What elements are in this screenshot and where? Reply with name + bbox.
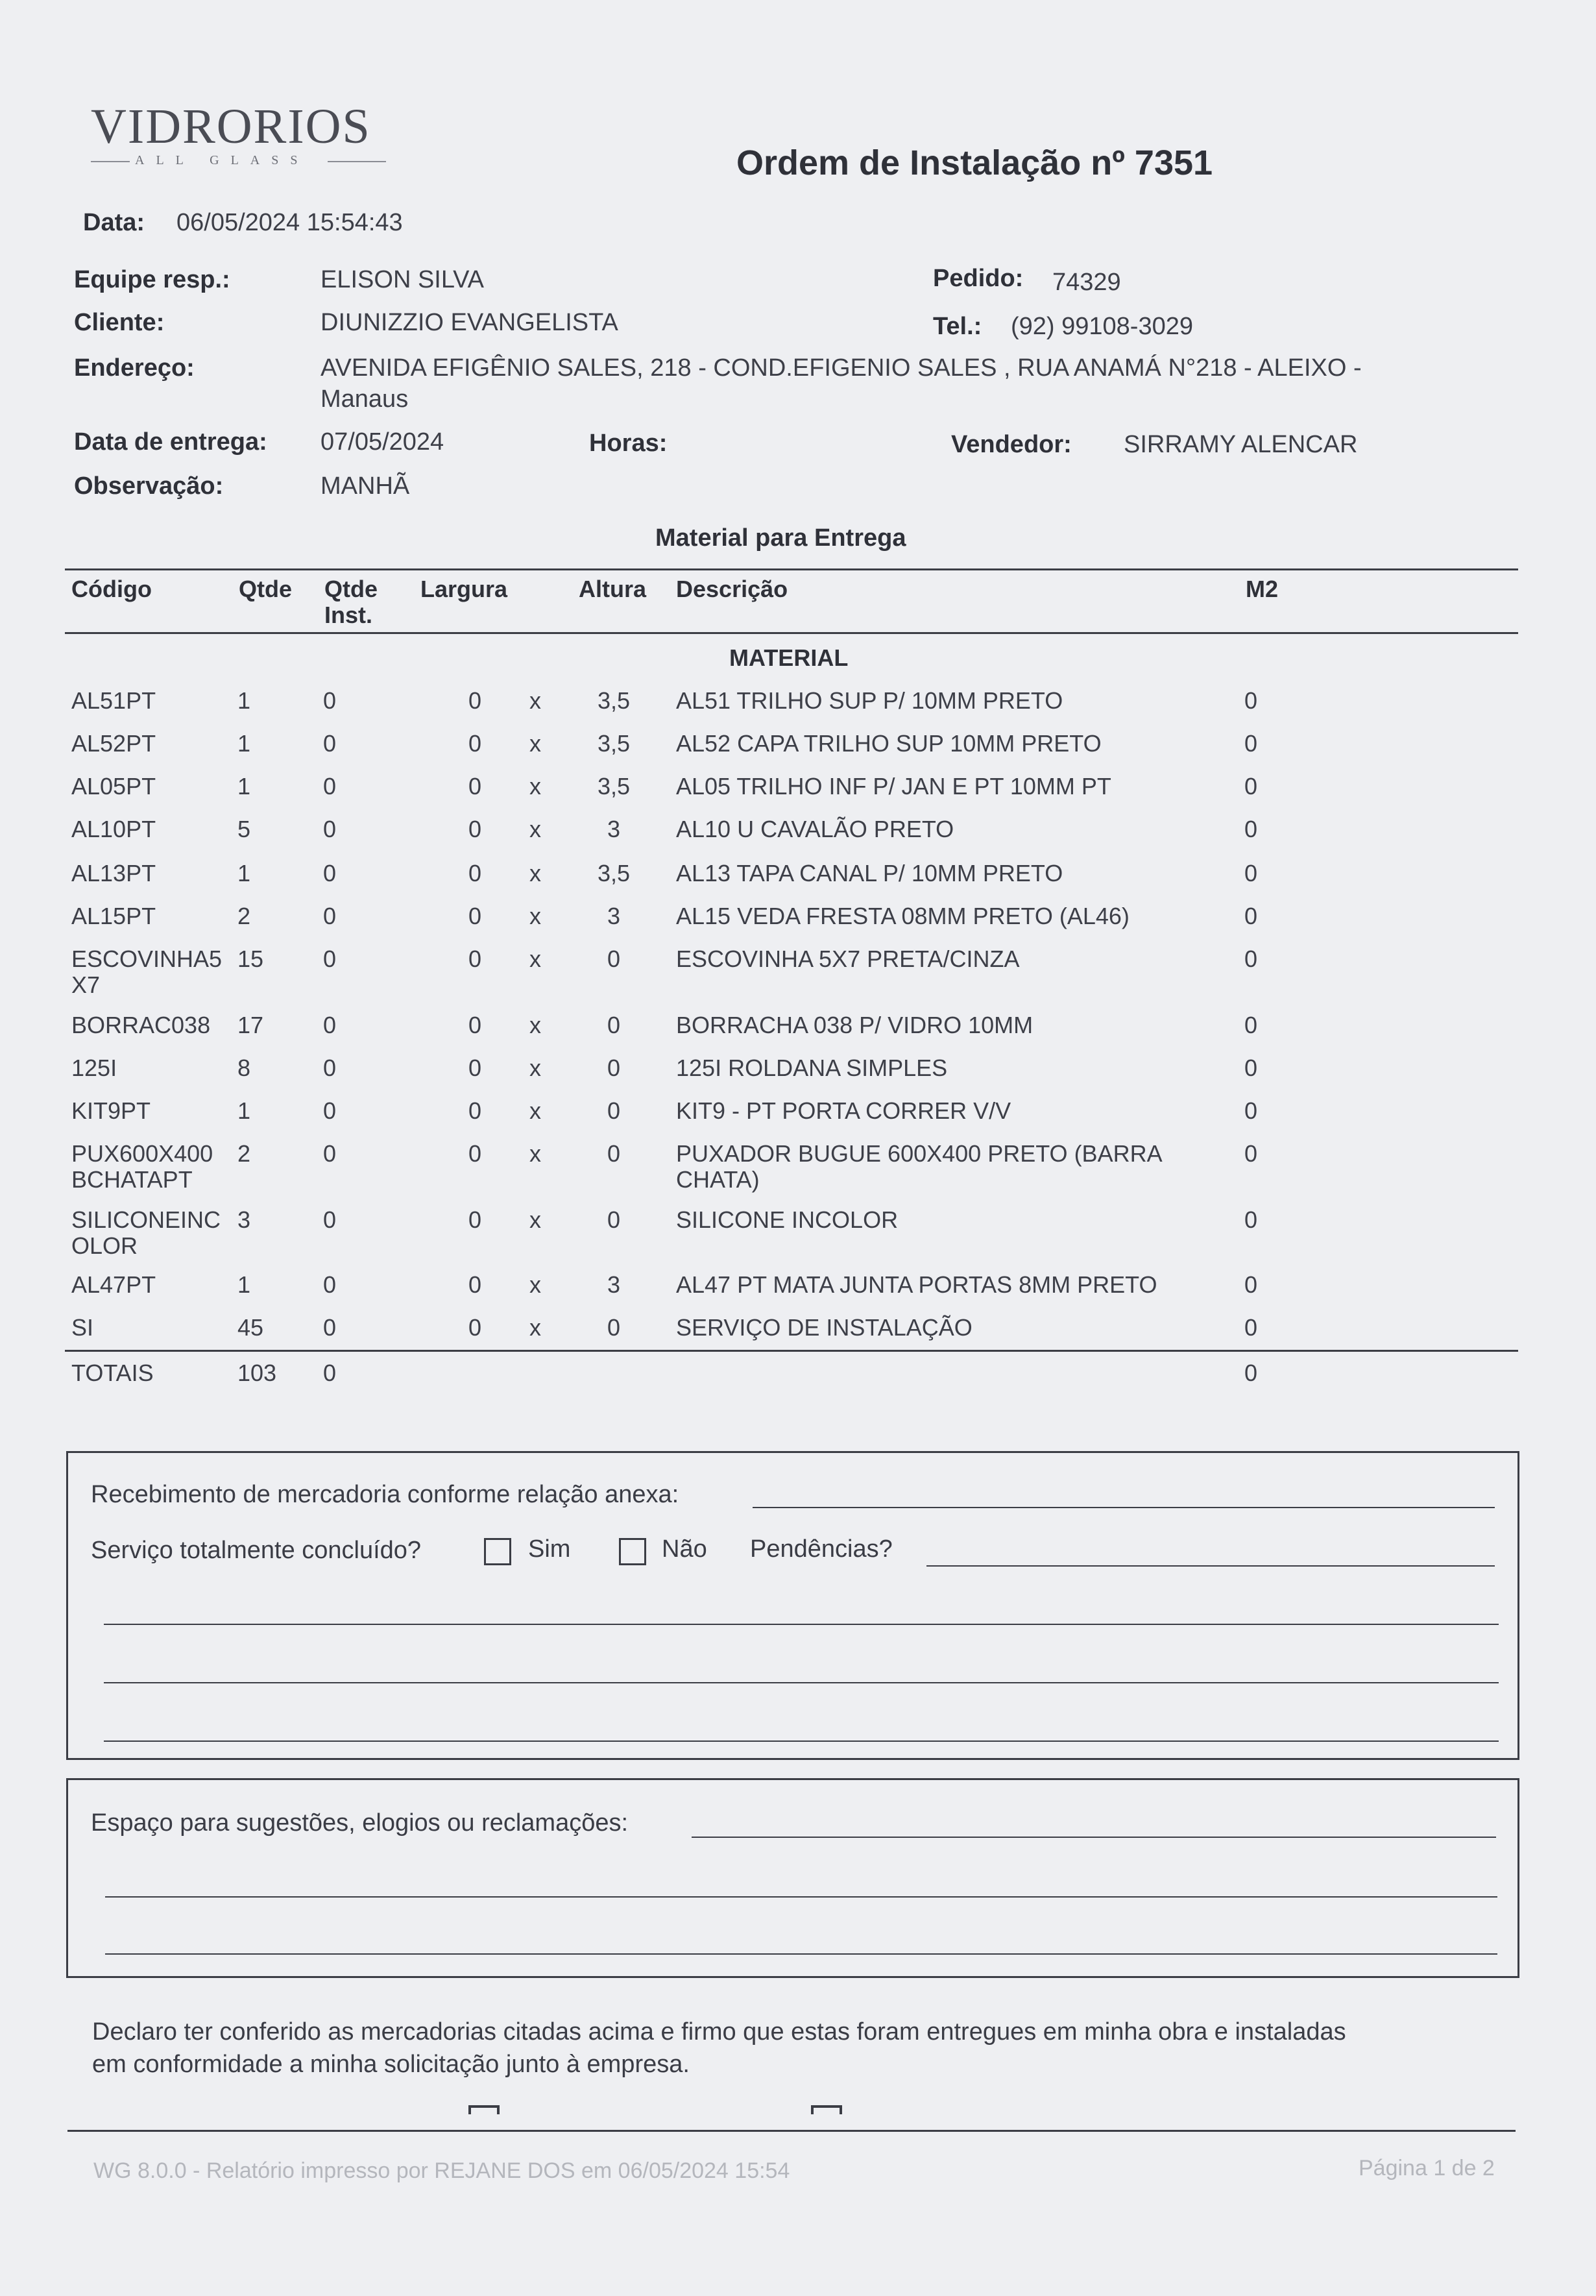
- footer-print-info: WG 8.0.0 - Relatório impresso por REJANE DOS em 06/05/2024 15:54: [93, 2158, 790, 2183]
- nao-label: Não: [662, 1535, 707, 1563]
- cell-x: x: [529, 730, 541, 757]
- pendencias-line[interactable]: [104, 1740, 1499, 1742]
- pendencias-line[interactable]: [926, 1565, 1495, 1567]
- cell-x: x: [529, 1314, 541, 1341]
- suggestions-line[interactable]: [692, 1837, 1496, 1838]
- cell-largura: 0: [468, 816, 481, 842]
- col-header-descricao: Descrição: [676, 576, 788, 602]
- totals-label: TOTAIS: [71, 1360, 154, 1386]
- cell-qtde: 3: [237, 1206, 251, 1233]
- pedido-value: 74329: [1052, 269, 1121, 296]
- cell-qtde: 5: [237, 816, 251, 842]
- equipe-label: Equipe resp.:: [74, 266, 230, 293]
- cell-qtde: 2: [237, 903, 251, 929]
- cell-codigo: AL52PT: [71, 730, 156, 757]
- cell-qtde: 15: [237, 946, 264, 972]
- cell-altura: 0: [607, 1206, 621, 1233]
- cell-codigo: PUX600X400: [71, 1140, 213, 1167]
- cell-largura: 0: [468, 860, 481, 886]
- cell-altura: 3,5: [597, 687, 631, 714]
- cell-descricao: AL15 VEDA FRESTA 08MM PRETO (AL46): [676, 903, 1130, 929]
- col-header-qtde-inst-2: Inst.: [324, 602, 373, 628]
- endereco-label: Endereço:: [74, 354, 195, 382]
- cell-qtde-inst: 0: [323, 946, 337, 972]
- col-header-qtde: Qtde: [239, 576, 293, 602]
- company-logo: VIDRORIOS: [91, 99, 371, 154]
- cell-altura: 3,5: [597, 773, 631, 800]
- data-value: 06/05/2024 15:54:43: [176, 209, 403, 236]
- cell-descricao: AL05 TRILHO INF P/ JAN E PT 10MM PT: [676, 773, 1111, 800]
- cell-m2: 0: [1244, 687, 1258, 714]
- cell-qtde-inst: 0: [323, 687, 337, 714]
- tel-value: (92) 99108-3029: [1011, 313, 1193, 340]
- observacao-label: Observação:: [74, 472, 224, 500]
- cell-codigo: OLOR: [71, 1232, 138, 1259]
- cell-x: x: [529, 1012, 541, 1038]
- cell-codigo: ESCOVINHA5: [71, 946, 223, 972]
- cell-m2: 0: [1244, 773, 1258, 800]
- logo-divider: [91, 161, 130, 162]
- cell-descricao: SERVIÇO DE INSTALAÇÃO: [676, 1314, 973, 1341]
- cell-largura: 0: [468, 1314, 481, 1341]
- sim-checkbox[interactable]: [484, 1538, 511, 1565]
- cell-descricao: BORRACHA 038 P/ VIDRO 10MM: [676, 1012, 1034, 1038]
- cell-qtde-inst: 0: [323, 1012, 337, 1038]
- suggestions-box: [66, 1778, 1519, 1978]
- cell-altura: 3,5: [597, 730, 631, 757]
- cell-codigo: AL05PT: [71, 773, 156, 800]
- cell-qtde: 17: [237, 1012, 264, 1038]
- cell-descricao: SILICONE INCOLOR: [676, 1206, 899, 1233]
- cell-descricao: AL47 PT MATA JUNTA PORTAS 8MM PRETO: [676, 1271, 1157, 1298]
- cell-x: x: [529, 1140, 541, 1167]
- cell-codigo: X7: [71, 971, 101, 998]
- cell-largura: 0: [468, 1140, 481, 1167]
- cell-codigo: KIT9PT: [71, 1097, 151, 1124]
- cell-codigo: BORRAC038: [71, 1012, 211, 1038]
- totals-qtde: 103: [237, 1360, 277, 1386]
- cell-qtde-inst: 0: [323, 1206, 337, 1233]
- cell-qtde-inst: 0: [323, 1097, 337, 1124]
- cell-qtde-inst: 0: [323, 860, 337, 886]
- totals-m2: 0: [1244, 1360, 1258, 1386]
- endereco-line2: Manaus: [320, 385, 409, 413]
- cell-codigo: BCHATAPT: [71, 1166, 193, 1193]
- group-title: MATERIAL: [729, 644, 849, 671]
- entrega-label: Data de entrega:: [74, 428, 267, 456]
- entrega-value: 07/05/2024: [320, 428, 444, 456]
- pendencias-line[interactable]: [104, 1682, 1499, 1683]
- cell-m2: 0: [1244, 1206, 1258, 1233]
- cell-codigo: AL51PT: [71, 687, 156, 714]
- company-logo-tagline: ALL GLASS: [135, 153, 309, 167]
- cell-x: x: [529, 1206, 541, 1233]
- signature-mark: [811, 2105, 842, 2114]
- horas-label: Horas:: [589, 430, 668, 457]
- cliente-value: DIUNIZZIO EVANGELISTA: [320, 309, 618, 336]
- cell-descricao: ESCOVINHA 5X7 PRETA/CINZA: [676, 946, 1020, 972]
- cell-largura: 0: [468, 687, 481, 714]
- cell-largura: 0: [468, 1097, 481, 1124]
- pedido-label: Pedido:: [933, 265, 1024, 292]
- cell-largura: 0: [468, 1012, 481, 1038]
- cell-x: x: [529, 1055, 541, 1081]
- col-header-codigo: Código: [71, 576, 152, 602]
- cell-descricao: 125I ROLDANA SIMPLES: [676, 1055, 948, 1081]
- cell-altura: 3: [607, 1271, 621, 1298]
- cell-qtde-inst: 0: [323, 730, 337, 757]
- totals-inst: 0: [323, 1360, 337, 1386]
- table-top-rule: [65, 568, 1518, 570]
- cell-m2: 0: [1244, 946, 1258, 972]
- cell-m2: 0: [1244, 816, 1258, 842]
- cell-qtde-inst: 0: [323, 1140, 337, 1167]
- pendencias-line[interactable]: [104, 1624, 1499, 1625]
- cell-qtde: 1: [237, 730, 251, 757]
- cell-m2: 0: [1244, 1055, 1258, 1081]
- cell-altura: 3: [607, 816, 621, 842]
- col-header-m2: M2: [1246, 576, 1279, 602]
- table-header-rule: [65, 632, 1518, 634]
- cell-qtde-inst: 0: [323, 1055, 337, 1081]
- cell-qtde-inst: 0: [323, 773, 337, 800]
- cell-qtde-inst: 0: [323, 816, 337, 842]
- cell-qtde: 1: [237, 687, 251, 714]
- cell-altura: 0: [607, 1097, 621, 1124]
- section-title: Material para Entrega: [655, 524, 906, 552]
- declaration-line2: em conformidade a minha solicitação junto à empresa.: [92, 2051, 690, 2078]
- cell-codigo: AL13PT: [71, 860, 156, 886]
- cell-m2: 0: [1244, 1271, 1258, 1298]
- cell-x: x: [529, 860, 541, 886]
- cell-largura: 0: [468, 1055, 481, 1081]
- cell-m2: 0: [1244, 1012, 1258, 1038]
- cell-qtde: 1: [237, 773, 251, 800]
- cell-codigo: 125I: [71, 1055, 117, 1081]
- cell-qtde: 1: [237, 860, 251, 886]
- cliente-label: Cliente:: [74, 309, 165, 336]
- cell-codigo: SILICONEINC: [71, 1206, 221, 1233]
- recebimento-signature-line[interactable]: [753, 1507, 1495, 1508]
- cell-qtde: 2: [237, 1140, 251, 1167]
- cell-altura: 3: [607, 903, 621, 929]
- cell-largura: 0: [468, 903, 481, 929]
- cell-codigo: AL10PT: [71, 816, 156, 842]
- cell-qtde: 1: [237, 1097, 251, 1124]
- cell-qtde: 45: [237, 1314, 264, 1341]
- cell-qtde-inst: 0: [323, 1271, 337, 1298]
- cell-codigo: AL47PT: [71, 1271, 156, 1298]
- recebimento-label: Recebimento de mercadoria conforme relação anexa:: [91, 1481, 679, 1508]
- cell-x: x: [529, 946, 541, 972]
- cell-m2: 0: [1244, 730, 1258, 757]
- cell-codigo: AL15PT: [71, 903, 156, 929]
- cell-descricao: AL13 TAPA CANAL P/ 10MM PRETO: [676, 860, 1063, 886]
- col-header-altura: Altura: [579, 576, 647, 602]
- observacao-value: MANHÃ: [320, 472, 410, 500]
- footer-page-number: Página 1 de 2: [1359, 2156, 1495, 2180]
- cell-altura: 0: [607, 1055, 621, 1081]
- cell-m2: 0: [1244, 1314, 1258, 1341]
- cell-x: x: [529, 1271, 541, 1298]
- cell-qtde: 8: [237, 1055, 251, 1081]
- cell-largura: 0: [468, 1206, 481, 1233]
- cell-descricao: CHATA): [676, 1166, 760, 1193]
- vendedor-label: Vendedor:: [951, 431, 1072, 458]
- cell-m2: 0: [1244, 903, 1258, 929]
- equipe-value: ELISON SILVA: [320, 266, 485, 293]
- cell-descricao: KIT9 - PT PORTA CORRER V/V: [676, 1097, 1011, 1124]
- cell-x: x: [529, 903, 541, 929]
- cell-codigo: SI: [71, 1314, 94, 1341]
- cell-largura: 0: [468, 1271, 481, 1298]
- cell-m2: 0: [1244, 1097, 1258, 1124]
- table-totals-rule: [65, 1350, 1518, 1352]
- pendencias-label: Pendências?: [750, 1535, 893, 1563]
- col-header-qtde-inst: Qtde: [324, 576, 378, 602]
- cell-x: x: [529, 773, 541, 800]
- document-title: Ordem de Instalação nº 7351: [736, 143, 1213, 182]
- cell-qtde-inst: 0: [323, 903, 337, 929]
- suggestions-line[interactable]: [105, 1896, 1497, 1898]
- cell-descricao: AL10 U CAVALÃO PRETO: [676, 816, 954, 842]
- sim-label: Sim: [528, 1535, 571, 1563]
- endereco-line1: AVENIDA EFIGÊNIO SALES, 218 - COND.EFIGENIO SALES , RUA ANAMÁ N°218 - ALEIXO -: [320, 354, 1362, 382]
- cell-altura: 0: [607, 1314, 621, 1341]
- cell-descricao: AL52 CAPA TRILHO SUP 10MM PRETO: [676, 730, 1102, 757]
- cell-x: x: [529, 816, 541, 842]
- cell-altura: 3,5: [597, 860, 631, 886]
- cell-m2: 0: [1244, 860, 1258, 886]
- cell-largura: 0: [468, 730, 481, 757]
- col-header-largura: Largura: [420, 576, 508, 602]
- servico-label: Serviço totalmente concluído?: [91, 1537, 422, 1564]
- suggestions-line[interactable]: [105, 1953, 1497, 1955]
- suggestions-label: Espaço para sugestões, elogios ou reclamações:: [91, 1809, 629, 1837]
- data-label: Data:: [83, 209, 145, 236]
- logo-divider: [328, 161, 386, 162]
- cell-altura: 0: [607, 1012, 621, 1038]
- tel-label: Tel.:: [933, 313, 982, 340]
- cell-x: x: [529, 1097, 541, 1124]
- cell-descricao: PUXADOR BUGUE 600X400 PRETO (BARRA: [676, 1140, 1163, 1167]
- cell-descricao: AL51 TRILHO SUP P/ 10MM PRETO: [676, 687, 1063, 714]
- cell-m2: 0: [1244, 1140, 1258, 1167]
- cell-qtde-inst: 0: [323, 1314, 337, 1341]
- cell-largura: 0: [468, 946, 481, 972]
- signature-line[interactable]: [67, 2130, 1516, 2132]
- cell-x: x: [529, 687, 541, 714]
- declaration-line1: Declaro ter conferido as mercadorias citadas acima e firmo que estas foram entregues em minha obra e instaladas: [92, 2018, 1346, 2046]
- cell-largura: 0: [468, 773, 481, 800]
- cell-altura: 0: [607, 946, 621, 972]
- cell-qtde: 1: [237, 1271, 251, 1298]
- nao-checkbox[interactable]: [619, 1538, 646, 1565]
- vendedor-value: SIRRAMY ALENCAR: [1124, 431, 1358, 458]
- cell-altura: 0: [607, 1140, 621, 1167]
- signature-mark: [468, 2105, 500, 2114]
